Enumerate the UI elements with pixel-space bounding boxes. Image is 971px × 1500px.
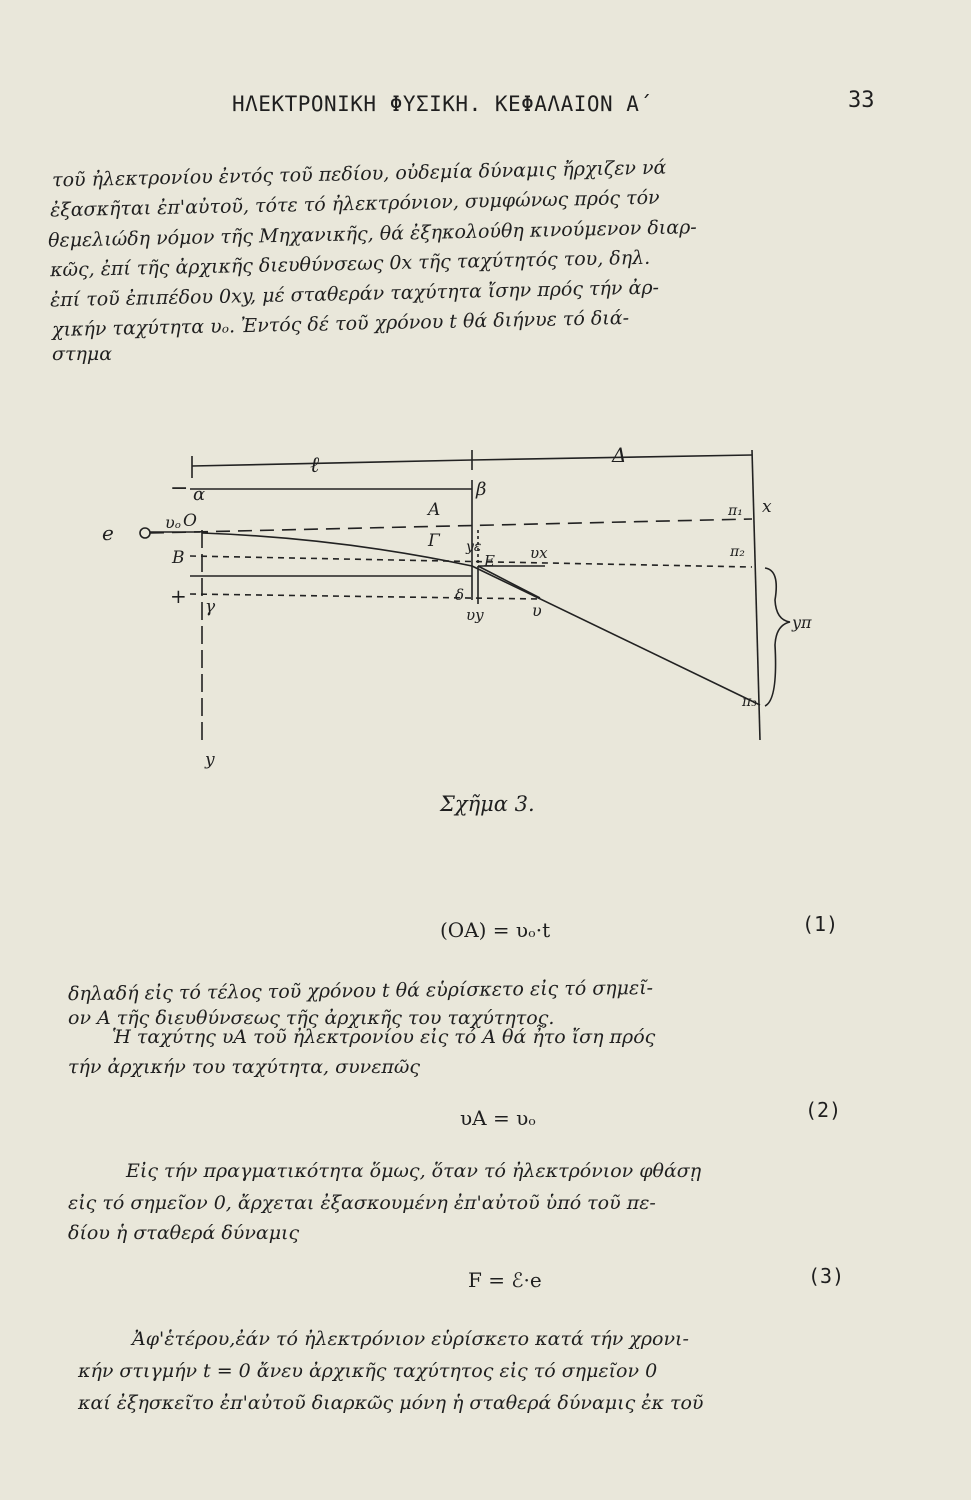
label-e: e: [102, 521, 114, 545]
paragraph-line: τοῦ ἠλεκτρονίου ἐντός τοῦ πεδίου, οὐδεμία δύναμις ἤρχιζεν νά: [51, 156, 667, 192]
paragraph-line: τήν ἀρχικήν του ταχύτητα, συνεπῶς: [68, 1056, 421, 1078]
equation-2-number: (2): [805, 1098, 842, 1122]
label-u0: υₒ: [165, 513, 181, 532]
equation-1-number: (1): [802, 912, 839, 936]
equation-2: υA = υₒ: [460, 1106, 536, 1130]
label-Gamma: Γ: [428, 531, 440, 551]
label-beta: β: [476, 479, 487, 500]
paragraph-line: δίου ἡ σταθερά δύναμις: [68, 1222, 300, 1244]
label-O: O: [183, 511, 197, 531]
label-pi3: π₃: [742, 694, 757, 710]
equation-3-number: (3): [808, 1264, 845, 1288]
dim-line-l: [192, 460, 472, 466]
page-number: 33: [848, 88, 875, 113]
label-x: x: [762, 497, 772, 517]
dashed-line-gamma: [190, 594, 540, 599]
paragraph-line: ον A τῆς διευθύνσεως τῆς ἀρχικῆς του ταχύτητος.: [68, 1007, 555, 1029]
paragraph-line: κῶς, ἐπί τῆς ἀρχικῆς διευθύνσεως 0x τῆς ταχύτητός του, δηλ.: [49, 246, 651, 282]
paragraph-line: Ἡ ταχύτης υA τοῦ ἠλεκτρονίου εἰς τό A θά ἦτο ἴση πρός: [112, 1026, 656, 1048]
label-pi1: π₁: [728, 503, 743, 519]
label-delta-small: δ: [455, 586, 465, 604]
label-gamma-small: γ: [205, 597, 216, 617]
equation-1: (OA) = υₒ·t: [440, 918, 551, 942]
label-ux: υx: [530, 544, 548, 562]
paragraph-line: εἰς τό σημεῖον 0, ἄρχεται ἐξασκουμένη ἐπ'αὐτοῦ ὑπό τοῦ πε-: [68, 1192, 656, 1214]
x-axis-dashed: [150, 519, 752, 533]
figure-caption: Σχῆμα 3.: [440, 792, 535, 816]
paragraph-line: Εἰς τήν πραγματικότητα ὅμως, ὅταν τό ἠλεκτρόνιον φθάσῃ: [126, 1160, 702, 1182]
label-u: υ: [532, 601, 542, 620]
paragraph-line: χικήν ταχύτητα υₒ. Ἐντός δέ τοῦ χρόνου t θά διήνυε τό διά-: [51, 306, 630, 342]
label-l: ℓ: [310, 453, 320, 478]
label-ye: yε: [466, 539, 482, 555]
paragraph-line: στημα: [52, 343, 113, 365]
straight-path: [472, 566, 760, 705]
label-B: B: [172, 548, 185, 568]
paragraph-line: Ἀφ'ἑτέρου,ἐάν τό ἠλεκτρόνιον εὑρίσκετο κατά τήν χρονι-: [132, 1328, 689, 1350]
paragraph-line: κήν στιγμήν t = 0 ἄνευ ἀρχικῆς ταχύτητος εἰς τό σημεῖον 0: [78, 1360, 658, 1382]
ypi-brace: [765, 568, 790, 706]
paragraph-line: ἐξασκῆται ἐπ'αὐτοῦ, τότε τό ἠλεκτρόνιον, συμφώνως πρός τόν: [49, 186, 660, 222]
label-plus: +: [170, 584, 187, 608]
equation-3: F = ℰ·e: [468, 1268, 542, 1292]
paragraph-line: θεμελιώδη νόμον τῆς Μηχανικῆς, θά ἐξηκολούθη κινούμενον διαρ-: [47, 216, 697, 252]
electron-symbol: [140, 528, 150, 538]
label-delta: Δ: [612, 443, 627, 467]
label-y-axis: y: [205, 750, 215, 770]
label-alpha: α: [193, 484, 206, 505]
label-uy: υy: [466, 606, 484, 624]
u-arrow: [478, 566, 540, 598]
paragraph-line: καί ἐξησκεῖτο ἐπ'αὐτοῦ διαρκῶς μόνη ἡ σταθερά δύναμις ἐκ τοῦ: [78, 1392, 704, 1414]
paragraph-line: δηλαδή εἰς τό τέλος τοῦ χρόνου t θά εὑρίσκετο εἰς τό σημεῖ-: [67, 976, 654, 1006]
label-pi2: π₂: [730, 544, 745, 560]
label-A: A: [428, 500, 441, 520]
paragraph-line: ἐπί τοῦ ἐπιπέδου 0xy, μέ σταθεράν ταχύτητα ἴσην πρός τήν ἀρ-: [49, 276, 660, 312]
label-E: E: [484, 552, 495, 570]
label-minus: −: [170, 476, 189, 501]
running-header: ΗΛΕΚΤΡΟΝΙΚΗ ΦΥΣΙΚΗ. ΚΕΦΑΛΑΙΟΝ Α΄: [232, 92, 653, 116]
label-ypi: yπ: [792, 613, 812, 632]
